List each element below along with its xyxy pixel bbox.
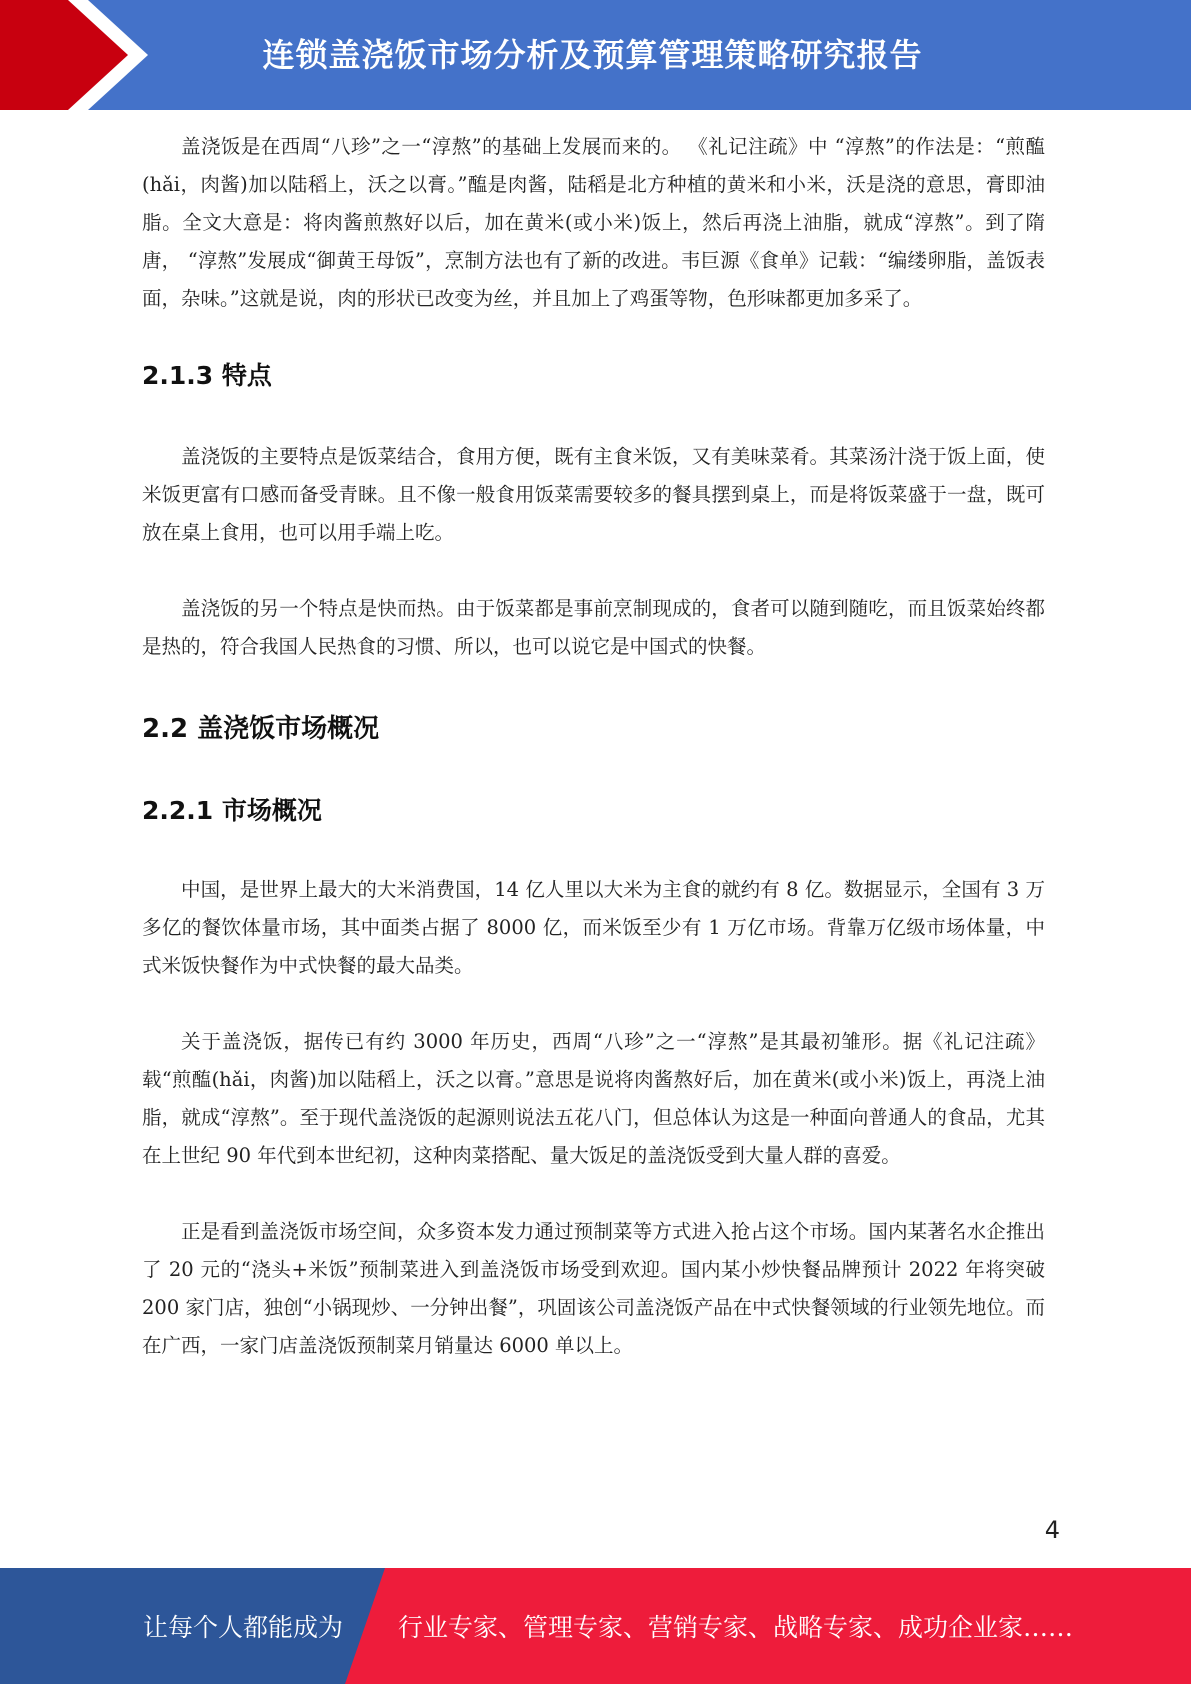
heading-2-2: 2.2 盖浇饭市场概况 (142, 714, 380, 744)
footer-slogan-right: 行业专家、管理专家、营销专家、战略专家、成功企业家…… (398, 1613, 1074, 1642)
page-number: 4 (1044, 1516, 1060, 1544)
paragraph-market-1: 中国，是世界上最大的大米消费国，14 亿人里以大米为主食的就约有 8 亿。数据显示，全国有 3 万多亿的餐饮体量市场，其中面类占据了 8000 亿，而米饭至少有 1 万亿市场。背靠万亿级市场体量，中式米饭快餐作为中式快餐的最大品类。 (142, 878, 1045, 977)
heading-2-2-1: 2.2.1 市场概况 (142, 796, 322, 825)
paragraph-market-3: 正是看到盖浇饭市场空间，众多资本发力通过预制菜等方式进入抢占这个市场。国内某著名水企推出了 20 元的“浇头+米饭”预制菜进入到盖浇饭市场受到欢迎。国内某小炒快餐品牌预计 2022 年将突破 200 家门店，独创“小锅现炒、一分钟出餐”，巩固该公司盖浇饭产品在中式快餐领域的行业领先地位。而在广西，一家门店盖浇饭预制菜月销量达 6000 单以上。 (142, 1220, 1045, 1357)
paragraph-features-2: 盖浇饭的另一个特点是快而热。由于饭菜都是事前烹制现成的，食者可以随到随吃，而且饭菜始终都是热的，符合我国人民热食的习惯、所以，也可以说它是中国式的快餐。 (142, 597, 1045, 658)
page-header (0, 0, 1191, 110)
heading-2-1-3: 2.1.3 特点 (142, 361, 272, 390)
paragraph-history: 盖浇饭是在西周“八珍”之一“淳熬”的基础上发展而来的。 《礼记注疏》中 “淳熬”的作法是：“煎醢(hǎi，肉酱)加以陆稻上，沃之以膏。”醢是肉酱，陆稻是北方种植的黄米和小米，沃是浇的意思，膏即油脂。全文大意是：将肉酱煎熬好以后，加在黄米(或小米)饭上，然后再浇上油脂，就成“淳熬”。到了隋唐， “淳熬”发展成“御黄王母饭”，烹制方法也有了新的改进。韦巨源《食单》记载：“编缕卵脂，盖饭表面，杂味。”这就是说，肉的形状已改变为丝，并且加上了鸡蛋等物，色形味都更加多采了。 (142, 135, 1045, 310)
paragraph-market-2: 关于盖浇饭，据传已有约 3000 年历史，西周“八珍”之一“淳熬”是其最初雏形。据《礼记注疏》载“煎醢(hǎi，肉酱)加以陆稻上，沃之以膏。”意思是说将肉酱熬好后，加在黄米(或小米)饭上，再浇上油脂，就成“淳熬”。至于现代盖浇饭的起源则说法五花八门，但总体认为这是一种面向普通人的食品，尤其在上世纪 90 年代到本世纪初，这种肉菜搭配、量大饭足的盖浇饭受到大量人群的喜爱。 (142, 1030, 1045, 1167)
footer-slogan-left: 让每个人都能成为 (143, 1613, 344, 1642)
page-content (142, 128, 1045, 1365)
page-footer (0, 1568, 1191, 1684)
paragraph-features-1: 盖浇饭的主要特点是饭菜结合，食用方便，既有主食米饭，又有美味菜肴。其菜汤汁浇于饭上面，使米饭更富有口感而备受青睐。且不像一般食用饭菜需要较多的餐具摆到桌上，而是将饭菜盛于一盘，既可放在桌上食用，也可以用手端上吃。 (142, 445, 1045, 544)
report-title: 连锁盖浇饭市场分析及预算管理策略研究报告 (262, 36, 923, 74)
